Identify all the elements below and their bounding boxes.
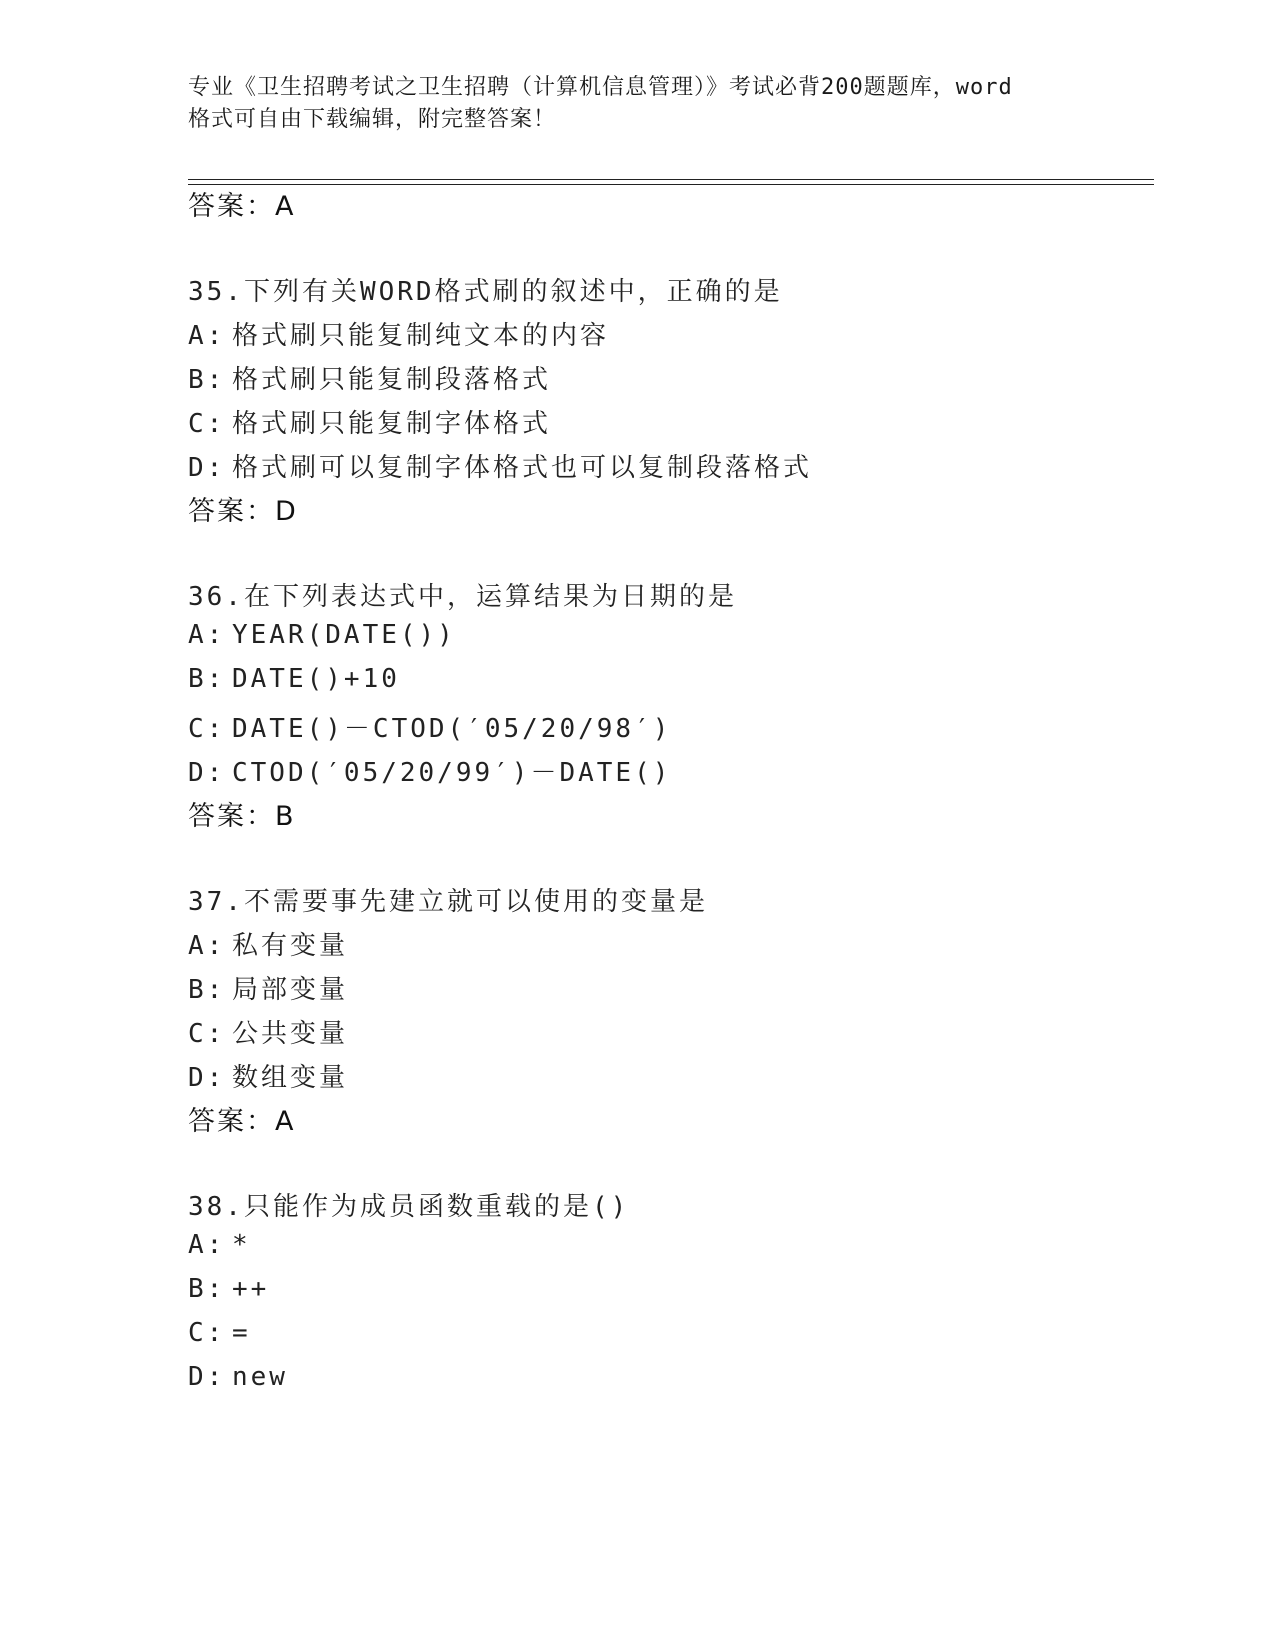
option-label: C:	[188, 1318, 226, 1348]
option-35-a	[188, 315, 609, 352]
option-label: B:	[188, 365, 226, 395]
option-text: 私有变量	[232, 931, 349, 961]
option-text: 数组变量	[232, 1063, 349, 1093]
document-header	[188, 72, 1088, 136]
option-label: B:	[188, 1274, 226, 1304]
option-label: D:	[188, 1063, 226, 1093]
option-label: A:	[188, 321, 226, 351]
question-stem-38: 38.只能作为成员函数重载的是()	[188, 1192, 630, 1222]
header-divider-top	[188, 179, 1154, 180]
option-37-b	[188, 969, 348, 1006]
option-text: YEAR(DATE())	[232, 620, 456, 650]
answer-37: 答案：A	[188, 1106, 296, 1137]
option-label: D:	[188, 1362, 226, 1392]
option-text: 格式刷只能复制字体格式	[232, 409, 552, 439]
option-text: new	[232, 1362, 288, 1392]
option-label: D:	[188, 453, 226, 483]
option-35-d	[188, 447, 812, 484]
option-text: 格式刷可以复制字体格式也可以复制段落格式	[232, 453, 813, 483]
answer-36: 答案：B	[188, 801, 296, 832]
option-38-d	[188, 1362, 288, 1392]
option-label: A:	[188, 931, 226, 961]
option-label: C:	[188, 1019, 226, 1049]
option-text: 格式刷只能复制纯文本的内容	[232, 321, 610, 351]
question-stem-36: 36.在下列表达式中，运算结果为日期的是	[188, 582, 737, 612]
option-label: B:	[188, 664, 226, 694]
option-label: D:	[188, 758, 226, 788]
option-36-a	[188, 620, 456, 650]
option-35-c	[188, 403, 551, 440]
option-label: B:	[188, 975, 226, 1005]
option-36-c	[188, 708, 671, 745]
option-text: *	[232, 1230, 251, 1260]
option-text: ++	[232, 1274, 270, 1304]
option-37-c	[188, 1013, 348, 1050]
option-38-b	[188, 1274, 269, 1304]
header-divider-bottom	[188, 184, 1154, 185]
option-text: DATE()+10	[232, 664, 400, 694]
previous-answer: 答案：A	[188, 191, 296, 222]
option-35-b	[188, 359, 551, 396]
header-line-2: 格式可自由下载编辑，附完整答案！	[188, 107, 557, 132]
answer-35: 答案：D	[188, 496, 298, 527]
option-label: C:	[188, 714, 226, 744]
option-text: 格式刷只能复制段落格式	[232, 365, 552, 395]
option-text: CTOD(′05/20/99′)－DATE()	[232, 758, 672, 788]
option-label: A:	[188, 1230, 226, 1260]
question-stem-37: 37.不需要事先建立就可以使用的变量是	[188, 887, 708, 917]
option-text: DATE()－CTOD(′05/20/98′)	[232, 714, 672, 744]
option-38-c	[188, 1318, 251, 1348]
header-line-1: 专业《卫生招聘考试之卫生招聘（计算机信息管理）》考试必背200题题库，word	[188, 75, 1013, 100]
option-38-a	[188, 1230, 251, 1260]
option-text: 公共变量	[232, 1019, 349, 1049]
option-36-b	[188, 664, 400, 694]
option-37-d	[188, 1057, 348, 1094]
option-text: =	[232, 1318, 251, 1348]
option-text: 局部变量	[232, 975, 349, 1005]
option-36-d	[188, 752, 671, 789]
option-label: C:	[188, 409, 226, 439]
question-stem-35: 35.下列有关WORD格式刷的叙述中，正确的是	[188, 277, 783, 307]
option-label: A:	[188, 620, 226, 650]
option-37-a	[188, 925, 348, 962]
